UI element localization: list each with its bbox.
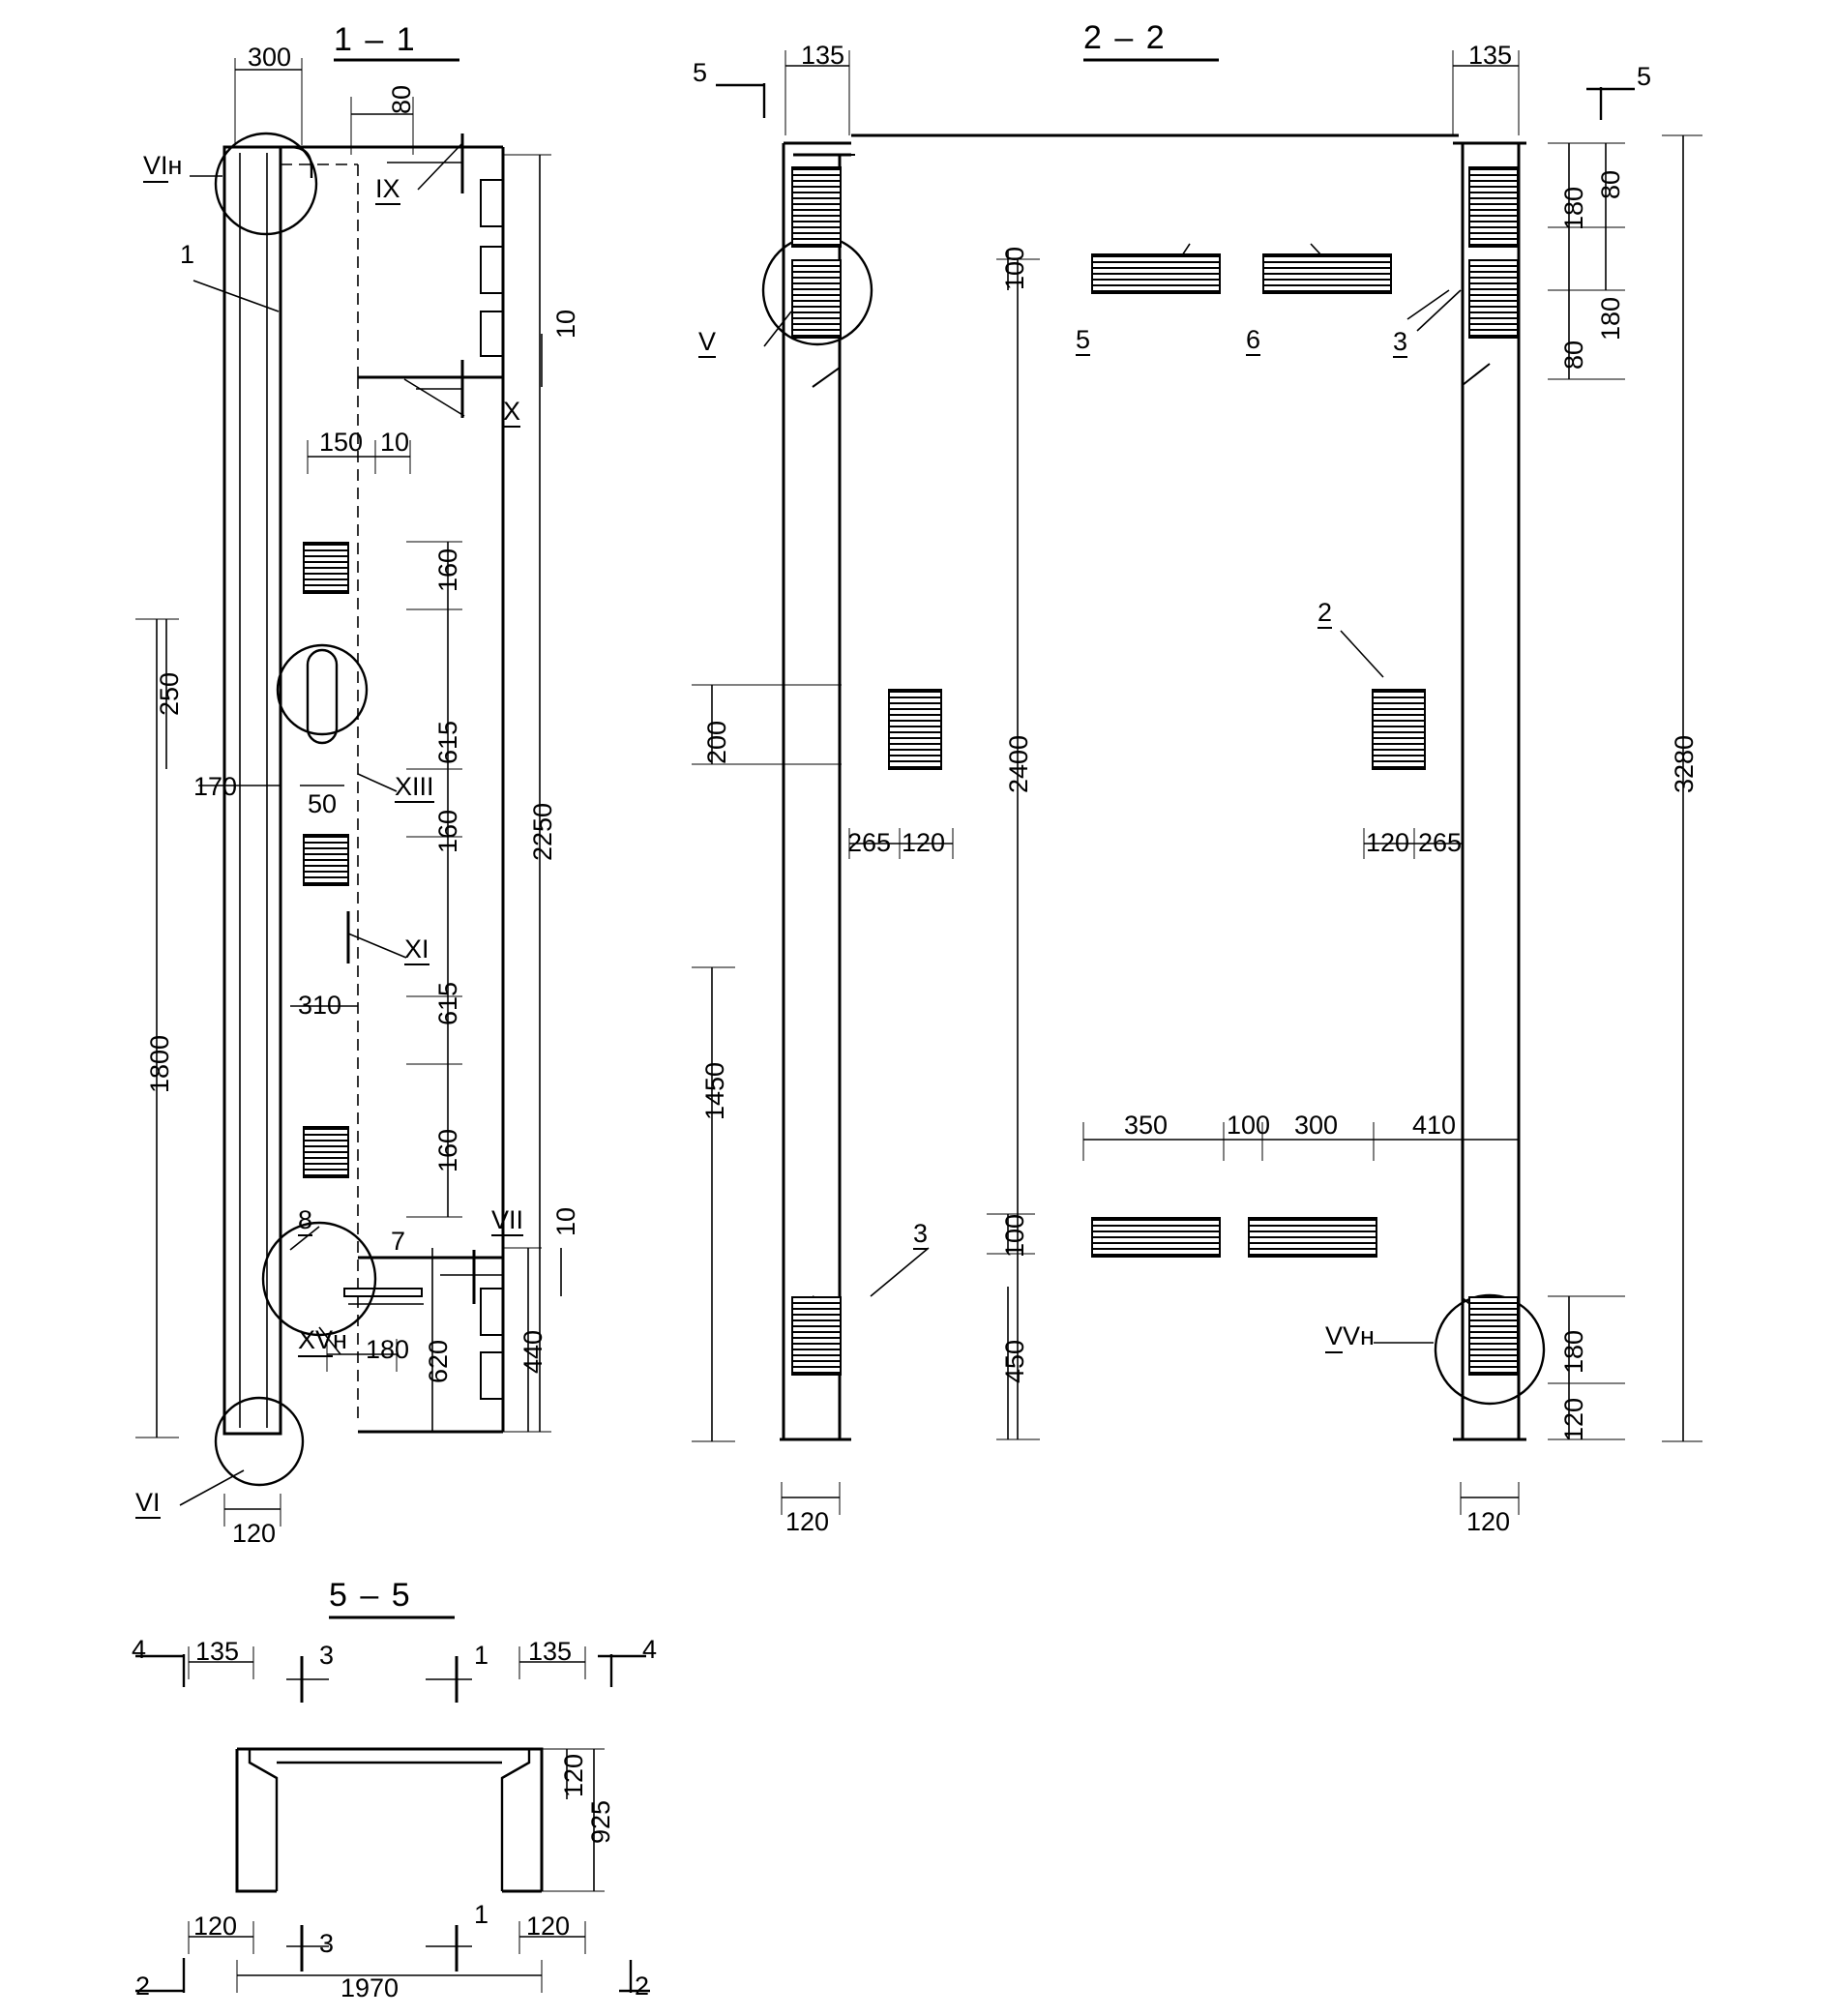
embed-plate — [303, 542, 349, 594]
embed-plate — [303, 834, 349, 886]
mark-1-top: 1 — [474, 1641, 489, 1670]
dim-410: 410 — [1412, 1111, 1457, 1140]
callout-5: 5 — [1076, 325, 1091, 354]
section-title-5-5: 5 – 5 — [329, 1577, 412, 1614]
dim-150: 150 — [319, 428, 364, 457]
callout-6: 6 — [1246, 325, 1261, 354]
dim-615a: 615 — [433, 720, 462, 764]
dim-10b: 10 — [380, 428, 410, 457]
dim-120-right: 120 — [1366, 828, 1410, 857]
callout-1: 1 — [180, 240, 195, 269]
embed-plate — [888, 689, 942, 770]
dim-160b: 160 — [433, 809, 462, 853]
dim-180: 180 — [366, 1335, 410, 1364]
dim-80: 80 — [387, 84, 416, 114]
embed-plate — [303, 1126, 349, 1178]
mark-XI: XI — [404, 934, 429, 964]
dim-1450: 1450 — [700, 1061, 729, 1120]
dim-120-5-bl: 120 — [193, 1912, 238, 1941]
dim-300-mid: 300 — [1294, 1111, 1339, 1140]
embed-plate — [1262, 253, 1392, 294]
dim-120-bottom-1-1: 120 — [232, 1519, 277, 1548]
embed-plate — [1372, 689, 1426, 770]
mark-Vn: VVн — [1325, 1323, 1375, 1349]
dim-2400: 2400 — [1004, 734, 1033, 793]
embed-plate — [791, 1296, 842, 1376]
mark-VII: VII — [491, 1205, 524, 1234]
section-title-2-2: 2 – 2 — [1083, 19, 1167, 56]
dim-615b: 615 — [433, 981, 462, 1025]
mark-XIII: XIII — [395, 772, 434, 801]
dim-80-a: 80 — [1596, 169, 1625, 199]
dim-160a: 160 — [433, 548, 462, 592]
dim-100-mid: 100 — [1227, 1111, 1271, 1140]
dim-200: 200 — [702, 720, 731, 764]
dim-10c: 10 — [551, 1206, 580, 1236]
callout-2: 2 — [1317, 598, 1333, 627]
dim-135-5-right: 135 — [528, 1637, 573, 1666]
dim-120-left: 120 — [902, 828, 946, 857]
dim-80-b: 80 — [1559, 340, 1588, 370]
dim-120-5-br: 120 — [526, 1912, 571, 1941]
mark-5-top-left: 5 — [693, 58, 708, 87]
mark-5-top-right: 5 — [1637, 62, 1652, 91]
dim-135-right: 135 — [1468, 41, 1513, 70]
embed-plate — [1091, 1217, 1221, 1258]
section-title-1-1: 1 – 1 — [334, 21, 417, 58]
dim-100-bottom: 100 — [1000, 1213, 1029, 1258]
dim-120-bottom-right-stack: 120 — [1559, 1397, 1588, 1441]
dim-250: 250 — [155, 671, 184, 716]
dim-265-left: 265 — [847, 828, 892, 857]
dim-440: 440 — [518, 1329, 548, 1374]
dim-3280: 3280 — [1670, 734, 1699, 793]
callout-8: 8 — [298, 1205, 313, 1234]
dim-1800: 1800 — [145, 1034, 174, 1093]
mark-2-right: 2 — [635, 1972, 650, 2001]
dim-180-bottom: 180 — [1559, 1329, 1588, 1374]
embed-plate — [1468, 259, 1519, 339]
mark-IX: IX — [375, 174, 400, 203]
mark-3-bottom: 3 — [319, 1929, 335, 1958]
mark-X: X — [503, 397, 521, 426]
embed-plate — [1091, 253, 1221, 294]
mark-VI: VI — [135, 1488, 161, 1517]
dim-180-b: 180 — [1596, 296, 1625, 341]
dim-100-top: 100 — [1000, 246, 1029, 290]
embed-plate — [1248, 1217, 1377, 1258]
dim-135-5-left: 135 — [195, 1637, 240, 1666]
dim-265-right: 265 — [1418, 828, 1463, 857]
mark-4-right: 4 — [642, 1635, 658, 1664]
dim-180-a: 180 — [1559, 186, 1588, 230]
mark-1-bottom: 1 — [474, 1900, 489, 1929]
callout-3-top: 3 — [1393, 327, 1408, 356]
dim-2250: 2250 — [528, 802, 557, 861]
dim-1970: 1970 — [340, 1973, 400, 2002]
mark-V: V — [698, 327, 717, 356]
mark-4-left: 4 — [132, 1635, 147, 1664]
dim-50: 50 — [308, 789, 338, 818]
embed-plate — [791, 259, 842, 339]
embed-plate — [1468, 166, 1519, 248]
dim-620: 620 — [424, 1339, 453, 1383]
dim-120-5: 120 — [559, 1753, 588, 1797]
mark-XVn: XVн — [298, 1327, 347, 1353]
dim-925: 925 — [586, 1799, 615, 1844]
dim-450: 450 — [1000, 1339, 1029, 1383]
embed-plate — [1468, 1296, 1519, 1376]
callout-7: 7 — [391, 1227, 406, 1256]
mark-2-left: 2 — [135, 1972, 151, 2001]
dim-135-left: 135 — [801, 41, 845, 70]
dim-120-bottom-left: 120 — [785, 1507, 830, 1536]
dim-170: 170 — [193, 772, 238, 801]
embed-plate — [791, 166, 842, 248]
dim-310: 310 — [298, 991, 342, 1020]
callout-3-bottom: 3 — [913, 1219, 929, 1248]
mark-VIn: VIн — [143, 153, 182, 179]
dim-350: 350 — [1124, 1111, 1169, 1140]
dim-120-bottom-right: 120 — [1466, 1507, 1511, 1536]
dim-160c: 160 — [433, 1128, 462, 1172]
mark-3-top: 3 — [319, 1641, 335, 1670]
dim-300: 300 — [248, 43, 292, 72]
dim-10a: 10 — [551, 309, 580, 339]
